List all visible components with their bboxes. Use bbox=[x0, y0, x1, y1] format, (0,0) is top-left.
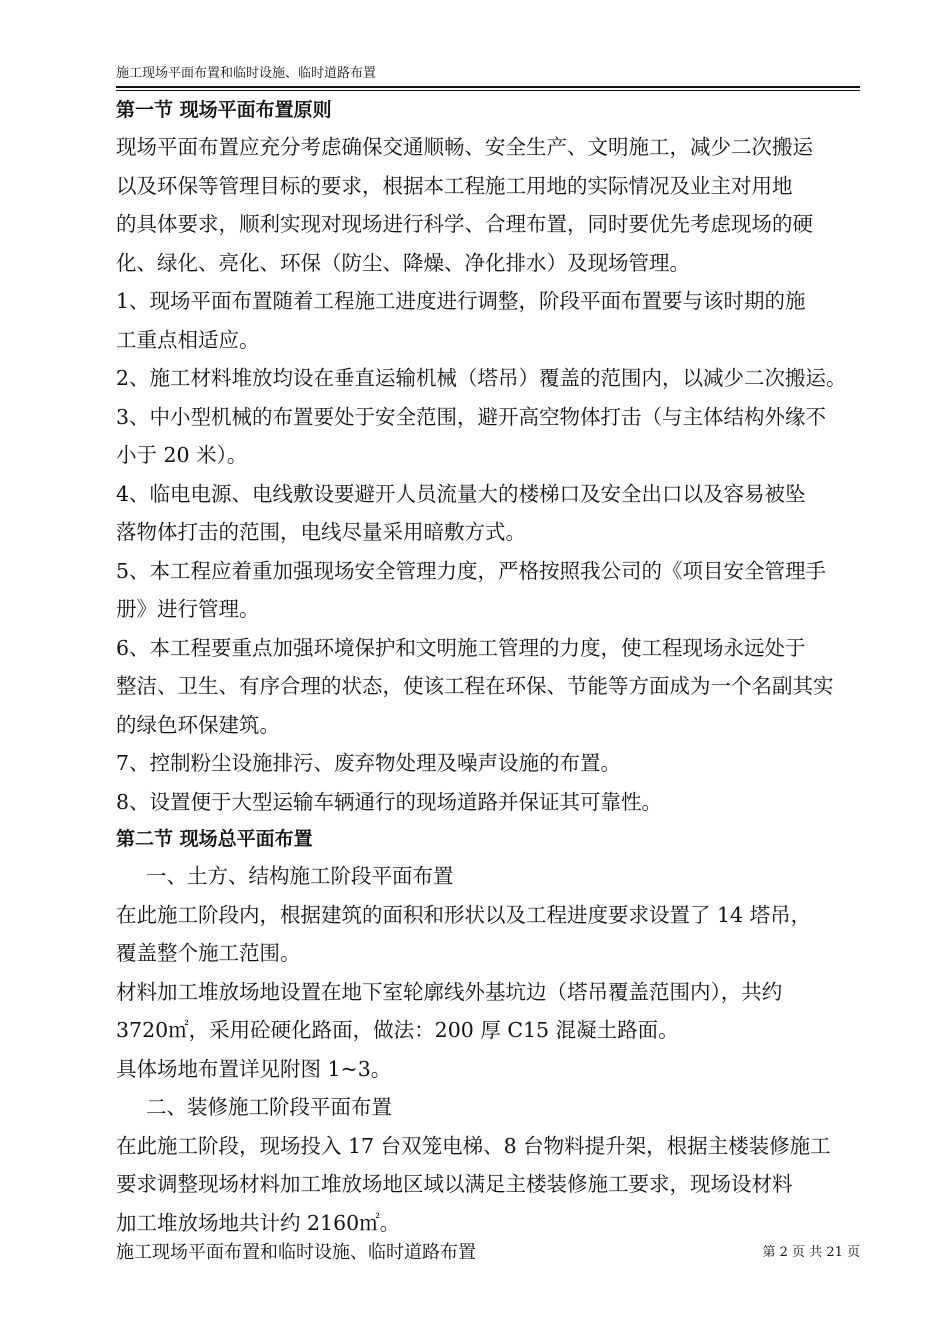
body-text-line: 8、设置便于大型运输车辆通行的现场道路并保证其可靠性。 bbox=[116, 789, 663, 814]
body-text-line: 7、控制粉尘设施排污、废弃物处理及噪声设施的布置。 bbox=[116, 751, 622, 775]
body-text-line: 1、现场平面布置随着工程施工进度进行调整，阶段平面布置要与该时期的施 bbox=[116, 289, 806, 313]
body-text-line: 2、施工材料堆放均设在垂直运输机械（塔吊）覆盖的范围内，以减少二次搬运。 bbox=[116, 366, 847, 390]
body-text-line: 3720㎡，采用砼硬化路面，做法：200 厚 C15 混凝土路面。 bbox=[116, 1018, 679, 1042]
page-header-title: 施工现场平面布置和临时设施、临时道路布置 bbox=[116, 66, 377, 81]
body-text-line: 以及环保等管理目标的要求，根据本工程施工用地的实际情况及业主对用地 bbox=[116, 173, 793, 198]
body-text-line: 覆盖整个施工范围。 bbox=[116, 941, 301, 965]
body-text-line: 6、本工程要重点加强环境保护和文明施工管理的力度，使工程现场永远处于 bbox=[116, 635, 806, 660]
body-text-line: 4、临电电源、电线敷设要避开人员流量大的楼梯口及安全出口以及容易被坠 bbox=[116, 481, 806, 506]
body-text-line: 材料加工堆放场地设置在地下室轮廓线外基坑边（塔吊覆盖范围内），共约 bbox=[116, 979, 783, 1004]
body-text-line: 的绿色环保建筑。 bbox=[116, 712, 280, 737]
page-footer-title: 施工现场平面布置和临时设施、临时道路布置 bbox=[116, 1242, 476, 1263]
body-text-line: 要求调整现场材料加工堆放场地区域以满足主楼装修施工要求，现场设材料 bbox=[116, 1172, 793, 1196]
body-text-line: 册》进行管理。 bbox=[116, 597, 260, 621]
header-rule-thin bbox=[116, 90, 860, 91]
section-heading: 第二节 现场总平面布置 bbox=[116, 828, 313, 850]
body-text-line: 5、本工程应着重加强现场安全管理力度，严格按照我公司的《项目安全管理手 bbox=[116, 558, 827, 583]
document-body bbox=[116, 92, 868, 1242]
body-text-line: 二、装修施工阶段平面布置 bbox=[146, 1095, 392, 1119]
header-rule bbox=[116, 86, 860, 88]
body-text-line: 在此施工阶段，现场投入 17 台双笼电梯、8 台物料提升架，根据主楼装修施工 bbox=[116, 1133, 831, 1158]
body-text-line: 化、绿化、亮化、环保（防尘、降燥、净化排水）及现场管理。 bbox=[116, 250, 690, 275]
body-text-line: 在此施工阶段内，根据建筑的面积和形状以及工程进度要求设置了 14 塔吊， bbox=[116, 902, 812, 927]
body-text-line: 加工堆放场地共计约 2160㎡。 bbox=[116, 1210, 401, 1235]
page-number: 第 2 页 共 21 页 bbox=[762, 1245, 860, 1260]
body-text-line: 具体场地布置详见附图 1~3。 bbox=[116, 1056, 392, 1081]
body-text-line: 的具体要求，顺利实现对现场进行科学、合理布置，同时要优先考虑现场的硬 bbox=[116, 212, 813, 236]
body-text-line: 小于 20 米）。 bbox=[116, 443, 248, 467]
body-text-line: 整洁、卫生、有序合理的状态，使该工程在环保、节能等方面成为一个名副其实 bbox=[116, 674, 834, 698]
body-text-line: 工重点相适应。 bbox=[116, 327, 260, 352]
body-text-line: 落物体打击的范围，电线尽量采用暗敷方式。 bbox=[116, 520, 526, 544]
section-heading: 第一节 现场平面布置原则 bbox=[116, 99, 332, 121]
body-text-line: 现场平面布置应充分考虑确保交通顺畅、安全生产、文明施工，减少二次搬运 bbox=[116, 135, 813, 159]
body-text-line: 3、中小型机械的布置要处于安全范围，避开高空物体打击（与主体结构外缘不 bbox=[116, 404, 827, 429]
body-text-line: 一、土方、结构施工阶段平面布置 bbox=[146, 864, 454, 888]
